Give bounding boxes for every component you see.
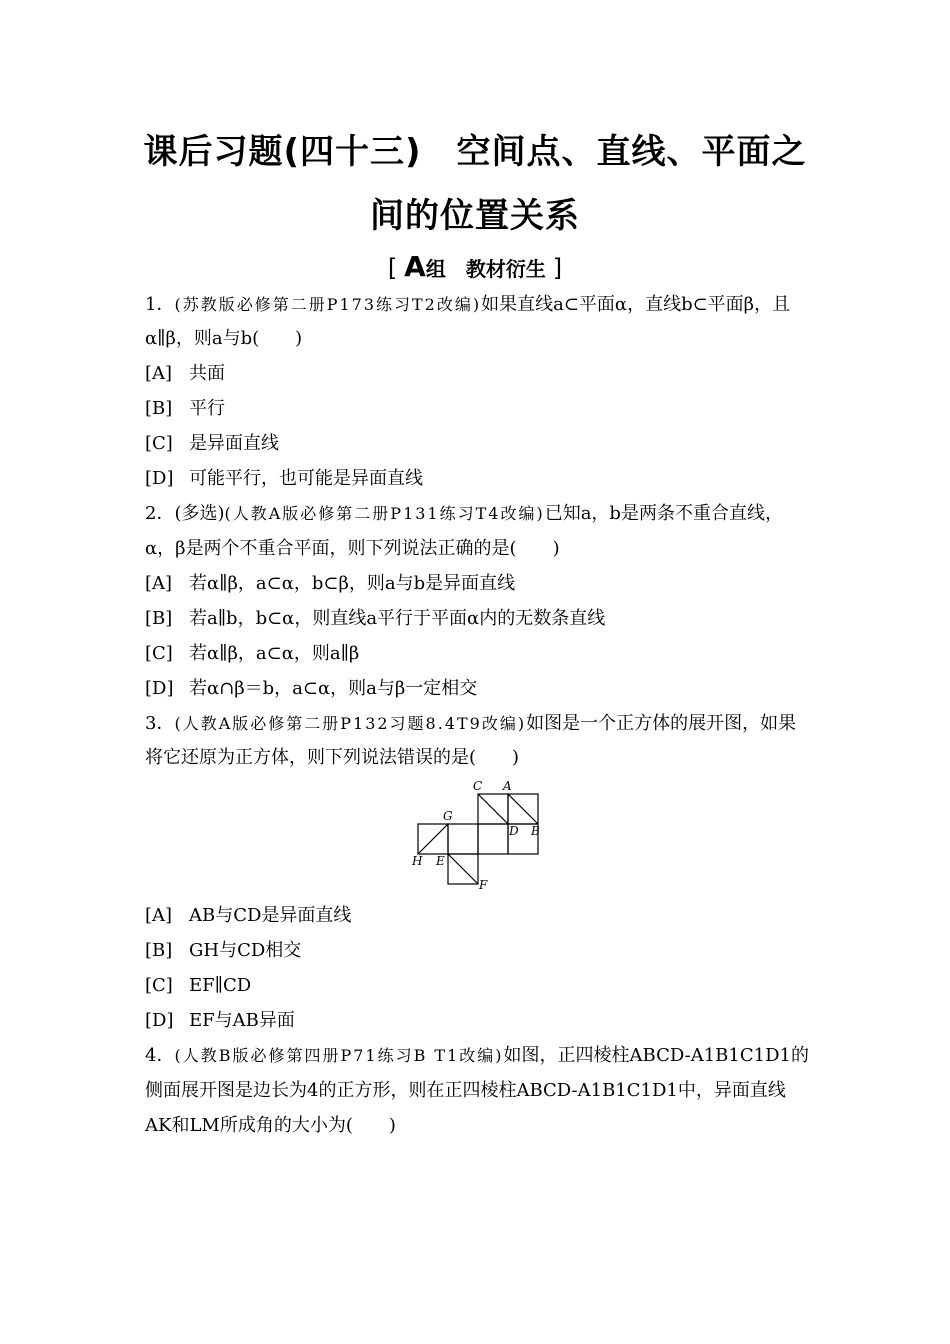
q1-option-b[interactable] <box>145 396 810 422</box>
option-text: 若α∩β＝b，a⊂α，则a与β一定相交 <box>189 678 478 699</box>
group-label: 组 教材衍生 <box>425 257 546 281</box>
option-label: [B] <box>145 940 173 961</box>
q3-option-b[interactable] <box>145 938 810 964</box>
q3-source: (人教A版必修第二册P132习题8.4T9改编) <box>174 714 527 733</box>
q3-number: 3． <box>145 713 175 734</box>
label-f: F <box>479 878 488 892</box>
q2-source: (人教A版必修第二册P131练习T4改编) <box>224 504 545 523</box>
q4-line3: AK和LM所成角的大小为( ) <box>145 1115 396 1136</box>
option-label: [A] <box>145 363 173 384</box>
option-label: [C] <box>145 975 173 996</box>
label-d: D <box>509 824 519 838</box>
option-label: [D] <box>145 678 174 699</box>
option-text: 是异面直线 <box>189 433 279 454</box>
q2-tag: (多选) <box>174 503 225 524</box>
q4-line1 <box>145 1043 810 1069</box>
q2-text1: 已知a，b是两条不重合直线， <box>544 503 783 524</box>
q2-option-a[interactable] <box>145 571 810 597</box>
q1-source: (苏教版必修第二册P173练习T2改编) <box>174 295 482 314</box>
option-label: [D] <box>145 1010 174 1031</box>
label-b: B <box>531 824 540 838</box>
q2-option-d[interactable] <box>145 676 810 702</box>
q4-line2: 侧面展开图是边长为4的正方形，则在正四棱柱ABCD-A1B1C1D1中，异面直线 <box>145 1080 786 1101</box>
diagonal-cd <box>478 794 508 824</box>
option-text: GH与CD相交 <box>189 940 302 961</box>
group-open-bracket: [ <box>387 254 398 282</box>
label-a: A <box>503 779 512 793</box>
option-text: 若a∥b，b⊂α，则直线a平行于平面α内的无数条直线 <box>189 608 606 629</box>
q4-number: 4． <box>145 1045 175 1066</box>
q1-line2: α∥β，则a与b( ) <box>145 328 303 349</box>
net-square <box>448 824 478 854</box>
option-label: [A] <box>145 905 173 926</box>
diagonal-ef <box>448 854 478 884</box>
q4-text1: 如图，正四棱柱ABCD-A1B1C1D1的 <box>503 1045 809 1066</box>
option-text: EF与AB异面 <box>189 1010 295 1031</box>
diagonal-gh <box>418 824 448 854</box>
net-square <box>478 824 508 854</box>
group-letter: A <box>404 250 426 283</box>
q3-option-a[interactable] <box>145 903 810 929</box>
q2-number: 2． <box>145 503 175 524</box>
option-text: 可能平行，也可能是异面直线 <box>189 468 423 489</box>
option-text: 若α∥β，a⊂α，则a∥β <box>189 643 360 664</box>
q4-source: (人教B版必修第四册P71练习B T1改编) <box>174 1046 504 1065</box>
q2-option-b[interactable] <box>145 606 810 632</box>
q3-line2: 将它还原为正方体，则下列说法错误的是( ) <box>145 747 520 768</box>
option-text: EF∥CD <box>189 975 252 996</box>
q2-line1 <box>145 501 810 527</box>
q2-line2: α，β是两个不重合平面，则下列说法正确的是( ) <box>145 538 560 559</box>
cube-net-figure <box>405 776 550 894</box>
option-label: [D] <box>145 468 174 489</box>
option-label: [C] <box>145 643 173 664</box>
q3-option-c[interactable] <box>145 973 810 999</box>
option-label: [B] <box>145 398 173 419</box>
q2-option-c[interactable] <box>145 641 810 667</box>
option-label: [C] <box>145 433 173 454</box>
label-c: C <box>473 779 483 793</box>
label-h: H <box>412 854 423 868</box>
option-label: [B] <box>145 608 173 629</box>
q1-text1: 如果直线a⊂平面α，直线b⊂平面β，且 <box>481 294 791 315</box>
q1-option-d[interactable] <box>145 466 810 492</box>
group-header <box>0 250 950 283</box>
option-text: 若α∥β，a⊂α，b⊂β，则a与b是异面直线 <box>189 573 516 594</box>
label-g: G <box>443 809 453 823</box>
q3-line1 <box>145 711 810 737</box>
option-text: AB与CD是异面直线 <box>189 905 352 926</box>
page-title-line2: 间的位置关系 <box>370 196 580 236</box>
q3-text1: 如图是一个正方体的展开图，如果 <box>526 713 797 734</box>
label-e: E <box>436 854 445 868</box>
q3-option-d[interactable] <box>145 1008 810 1034</box>
q1-number: 1． <box>145 294 175 315</box>
q1-option-c[interactable] <box>145 431 810 457</box>
option-label: [A] <box>145 573 173 594</box>
diagonal-ab <box>508 794 538 824</box>
q1-line1 <box>145 292 810 318</box>
q1-option-a[interactable] <box>145 361 810 387</box>
option-text: 共面 <box>189 363 225 384</box>
option-text: 平行 <box>189 398 225 419</box>
page-title-line1: 课后习题(四十三) 空间点、直线、平面之 <box>143 132 807 172</box>
group-close-bracket: ] <box>552 254 563 282</box>
